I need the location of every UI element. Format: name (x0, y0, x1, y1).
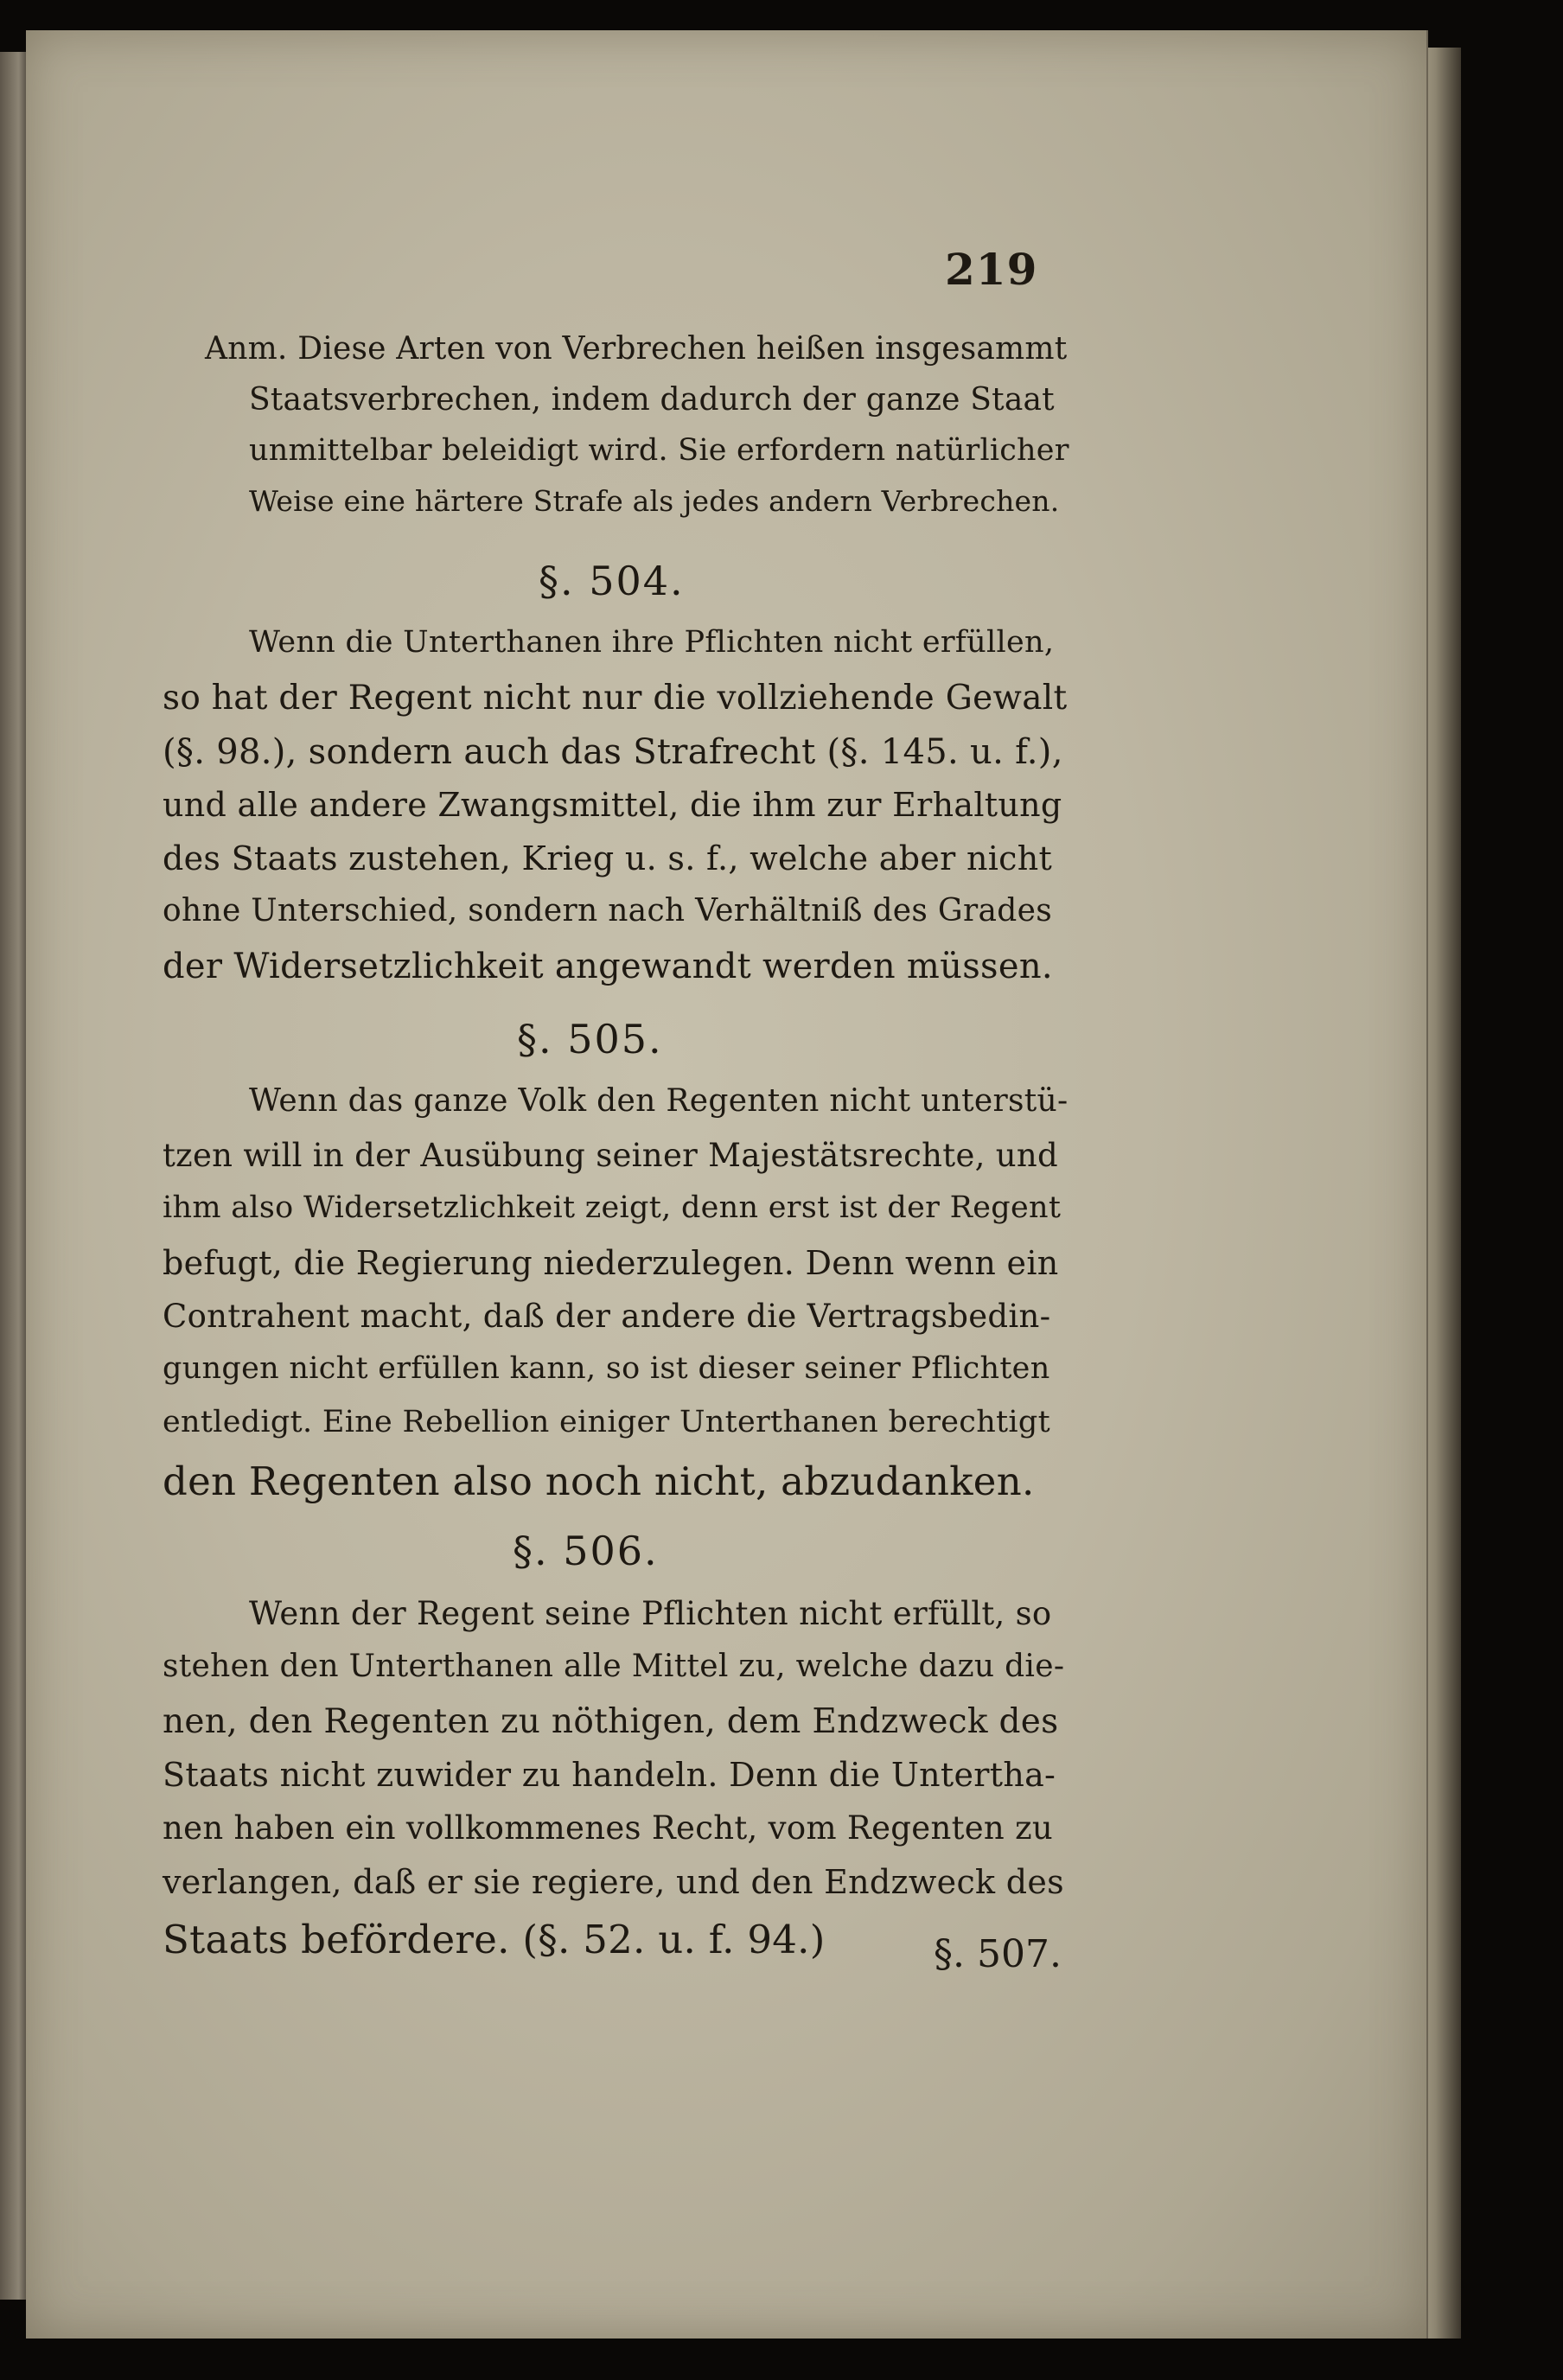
body-line: Staats befördere. (§. 52. u. f. 94.) (163, 1917, 826, 1962)
body-line: und alle andere Zwangsmittel, die ihm zur Erhaltung (163, 786, 1062, 824)
body-line: (§. 98.), sondern auch das Strafrecht (§. 145. u. f.), (163, 732, 1063, 772)
body-line: entledigt. Eine Rebellion einiger Unterthanen berechtigt (163, 1405, 1050, 1439)
section-heading: §. 505. (517, 1016, 663, 1062)
body-line: ohne Unterschied, sondern nach Verhältniß des Grades (163, 893, 1052, 928)
body-line: tzen will in der Ausübung seiner Majestätsrechte, und (163, 1137, 1059, 1174)
page-number: 219 (945, 244, 1038, 295)
body-line: Staats nicht zuwider zu handeln. Denn die Untertha- (163, 1756, 1056, 1794)
body-line: nen haben ein vollkommenes Recht, vom Regenten zu (163, 1809, 1054, 1847)
section-heading: §. 506. (513, 1528, 659, 1574)
body-line: ihm also Widersetzlichkeit zeigt, denn erst ist der Regent (163, 1190, 1062, 1225)
note-line: unmittelbar beleidigt wird. Sie erfordern natürlicher (249, 433, 1069, 468)
body-line: Wenn das ganze Volk den Regenten nicht unterstü- (249, 1083, 1069, 1119)
note-line: Staatsverbrechen, indem dadurch der ganze Staat (249, 382, 1055, 418)
page-content (26, 30, 1340, 2339)
body-line: Wenn der Regent seine Pflichten nicht erfüllt, so (249, 1595, 1052, 1632)
body-line: verlangen, daß er sie regiere, und den Endzweck des (163, 1863, 1064, 1901)
body-line: des Staats zustehen, Krieg u. s. f., welche aber nicht (163, 839, 1053, 877)
body-line: befugt, die Regierung niederzulegen. Denn wenn ein (163, 1244, 1059, 1282)
note-line: Anm. Diese Arten von Verbrechen heißen insgesammt (205, 331, 1068, 367)
body-line: Contrahent macht, daß der andere die Vertragsbedin- (163, 1298, 1051, 1335)
body-line: nen, den Regenten zu nöthigen, dem Endzweck des (163, 1702, 1059, 1741)
body-line: gungen nicht erfüllen kann, so ist dieser seiner Pflichten (163, 1351, 1050, 1386)
body-line: der Widersetzlichkeit angewandt werden müssen. (163, 947, 1053, 986)
catchword: §. 507. (934, 1932, 1062, 1976)
body-line: Wenn die Unterthanen ihre Pflichten nicht erfüllen, (249, 625, 1055, 660)
section-heading: §. 504. (539, 558, 685, 604)
body-line: so hat der Regent nicht nur die vollziehende Gewalt (163, 679, 1068, 718)
body-line: stehen den Unterthanen alle Mittel zu, welche dazu die- (163, 1649, 1065, 1684)
note-line: Weise eine härtere Strafe als jedes andern Verbrechen. (249, 484, 1060, 518)
body-line: den Regenten also noch nicht, abzudanken. (163, 1458, 1035, 1504)
